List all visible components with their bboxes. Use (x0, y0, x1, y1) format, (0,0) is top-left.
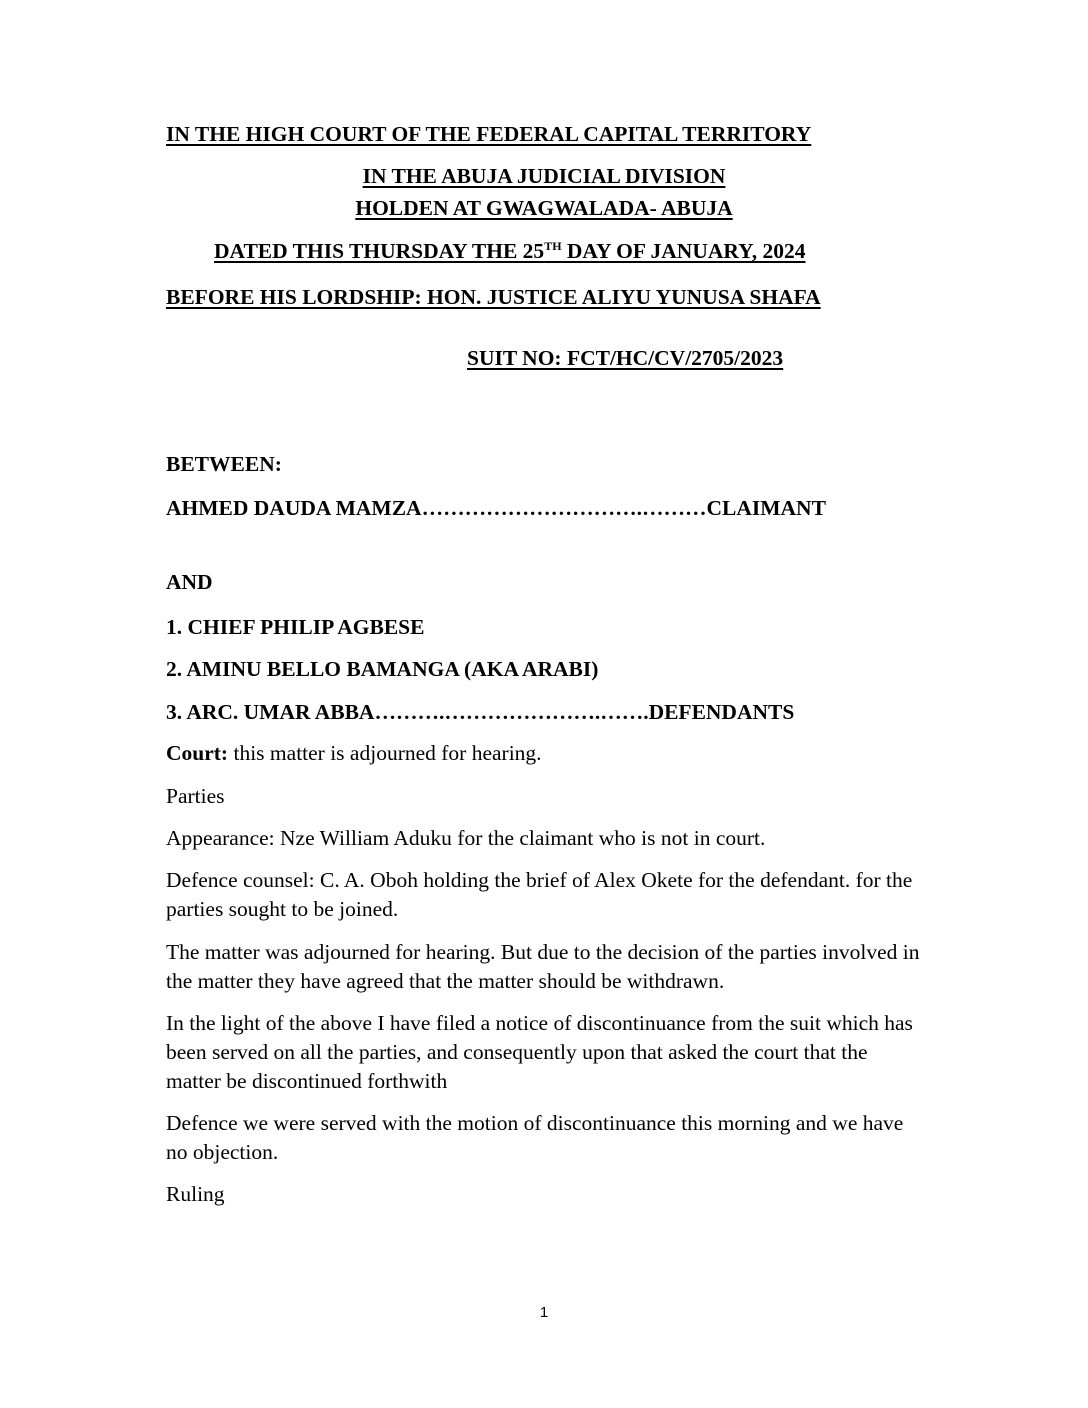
paragraph-adjourned: The matter was adjourned for hearing. But due to the decision of the parties involved in the matter they have agreed that the matter should be withdrawn. (166, 940, 920, 993)
claimant-line: AHMED DAUDA MAMZA………………………….………CLAIMANT (166, 496, 826, 520)
date-suffix: DAY OF JANUARY, 2024 (561, 239, 806, 263)
and-label: AND (166, 570, 213, 594)
court-note (166, 740, 542, 766)
paragraph-discontinuance: In the light of the above I have filed a notice of discontinuance from the suit which has been served on all the parties, and consequently upon that asked the court that the matter be discontinued forthwith (166, 1011, 913, 1093)
holden-line: HOLDEN AT GWAGWALADA- ABUJA (355, 196, 733, 220)
defence-counsel-paragraph: Defence counsel: C. A. Oboh holding the brief of Alex Okete for the defendant. for the parties sought to be joined. (166, 868, 913, 921)
defendant-1: 1. CHIEF PHILIP AGBESE (166, 615, 425, 639)
court-title: IN THE HIGH COURT OF THE FEDERAL CAPITAL TERRITORY (166, 122, 812, 146)
defendant-3: 3. ARC. UMAR ABBA……….………………….…….DEFENDANTS (166, 700, 795, 724)
paragraph-no-objection: Defence we were served with the motion of discontinuance this morning and we have no objection. (166, 1111, 904, 1164)
parties-heading: Parties (166, 784, 225, 808)
date-line (214, 238, 805, 264)
page-number: 1 (539, 1304, 549, 1321)
date-superscript: TH (544, 238, 562, 253)
court-note-text: this matter is adjourned for hearing. (228, 741, 542, 765)
appearance-line: Appearance: Nze William Aduku for the claimant who is not in court. (166, 826, 766, 850)
division-title: IN THE ABUJA JUDICIAL DIVISION (362, 164, 726, 188)
between-label: BETWEEN: (166, 452, 282, 476)
ruling-heading: Ruling (166, 1182, 225, 1206)
suit-number: SUIT NO: FCT/HC/CV/2705/2023 (467, 346, 784, 370)
court-note-label: Court: (166, 741, 229, 765)
defendant-2: 2. AMINU BELLO BAMANGA (AKA ARABI) (166, 657, 599, 681)
date-prefix: DATED THIS THURSDAY THE 25 (214, 239, 545, 263)
before-line: BEFORE HIS LORDSHIP: HON. JUSTICE ALIYU YUNUSA SHAFA (166, 285, 821, 309)
